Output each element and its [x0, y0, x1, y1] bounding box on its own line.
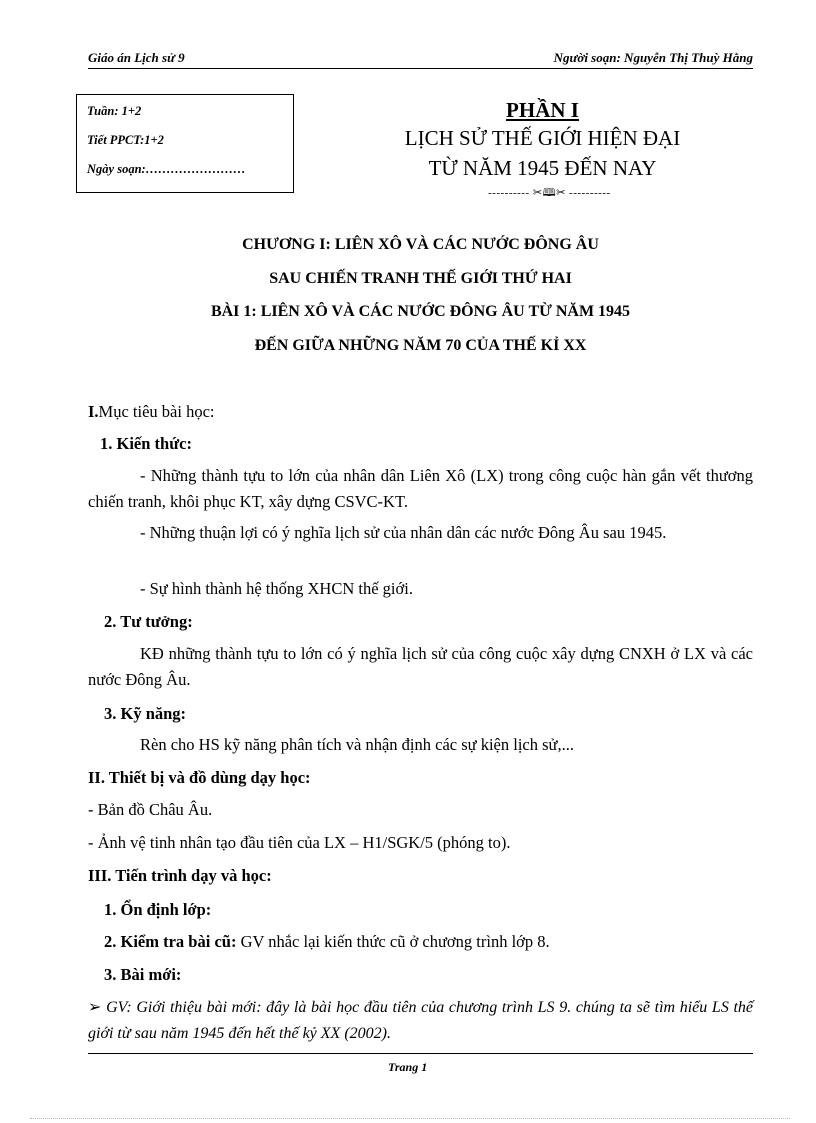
week-label: Tuần: 1+2 — [87, 104, 142, 118]
knowledge-item: - Những thành tựu to lớn của nhân dân Liên Xô (LX) trong công cuộc hàn gắn vết thương chiến tranh, khôi phục KT, xây dựng CSVC-KT. — [88, 466, 753, 511]
chapter-title-2: SAU CHIẾN TRANH THẾ GIỚI THỨ HAI — [269, 270, 572, 287]
page-header — [88, 50, 753, 69]
process-step-3: 3. Bài mới: — [104, 965, 182, 984]
knowledge-item: - Sự hình thành hệ thống XHCN thế giới. — [140, 579, 413, 598]
chapter-title-1: CHƯƠNG I: LIÊN XÔ VÀ CÁC NƯỚC ĐÔNG ÂU — [242, 236, 599, 253]
process-step-2: 2. Kiểm tra bài cũ: GV nhắc lại kiến thức cũ ở chương trình lớp 8. — [104, 932, 550, 951]
ornament-divider: ---------- ✂🕮✂ ---------- — [488, 187, 611, 199]
skill-heading: 3. Kỹ năng: — [104, 704, 187, 723]
part-title-2: TỪ NĂM 1945 ĐẾN NAY — [428, 156, 657, 180]
header-right: Người soạn: Nguyễn Thị Thuỳ Hằng — [553, 50, 753, 65]
knowledge-heading: 1. Kiến thức: — [100, 434, 192, 453]
equipment-item: - Bản đồ Châu Âu. — [88, 800, 213, 819]
part-title-1: LỊCH SỬ THẾ GIỚI HIỆN ĐẠI — [404, 126, 681, 150]
part-label: PHẦN I — [506, 98, 579, 122]
process-step-1: 1. Ổn định lớp: — [104, 900, 212, 919]
lesson-title-1: BÀI 1: LIÊN XÔ VÀ CÁC NƯỚC ĐÔNG ÂU TỪ NĂM 1945 — [210, 303, 631, 320]
equipment-heading: II. Thiết bị và đồ dùng dạy học: — [88, 768, 311, 787]
equipment-item: - Ảnh vệ tinh nhân tạo đầu tiên của LX – H1/SGK/5 (phóng to). — [88, 833, 511, 852]
periods-label: Tiết PPCT:1+2 — [87, 133, 164, 147]
footer-divider — [88, 1053, 753, 1054]
process-heading: III. Tiến trình dạy và học: — [88, 866, 272, 885]
date-label: Ngày soạn:…………………… — [87, 162, 246, 176]
skill-text: Rèn cho HS kỹ năng phân tích và nhận định các sự kiện lịch sử,... — [140, 735, 574, 754]
objectives-heading: I.Mục tiêu bài học: — [88, 402, 215, 421]
thought-text: KĐ những thành tựu to lớn có ý nghĩa lịch sử của công cuộc xây dựng CNXH ở LX và các nước Đông Âu. — [88, 644, 753, 689]
page-number: Trang 1 — [388, 1060, 428, 1074]
header-left: Giáo án Lịch sử 9 — [88, 50, 185, 65]
gv-intro: ➢ GV: Giới thiệu bài mới: đây là bài học đầu tiên của chương trình LS 9. chúng ta sẽ tìm hiểu LS thế giới từ sau năm 1945 đến hết thế kỷ XX (2002). — [88, 999, 754, 1042]
lesson-title-2: ĐẾN GIỮA NHỮNG NĂM 70 CỦA THẾ KỈ XX — [254, 337, 587, 354]
thought-heading: 2. Tư tưởng: — [104, 612, 193, 631]
page-edge — [30, 1118, 790, 1119]
info-box — [76, 94, 294, 193]
arrow-bullet-icon: ➢ — [88, 999, 102, 1016]
knowledge-item: - Những thuận lợi có ý nghĩa lịch sử của nhân dân các nước Đông Âu sau 1945. — [140, 523, 667, 542]
